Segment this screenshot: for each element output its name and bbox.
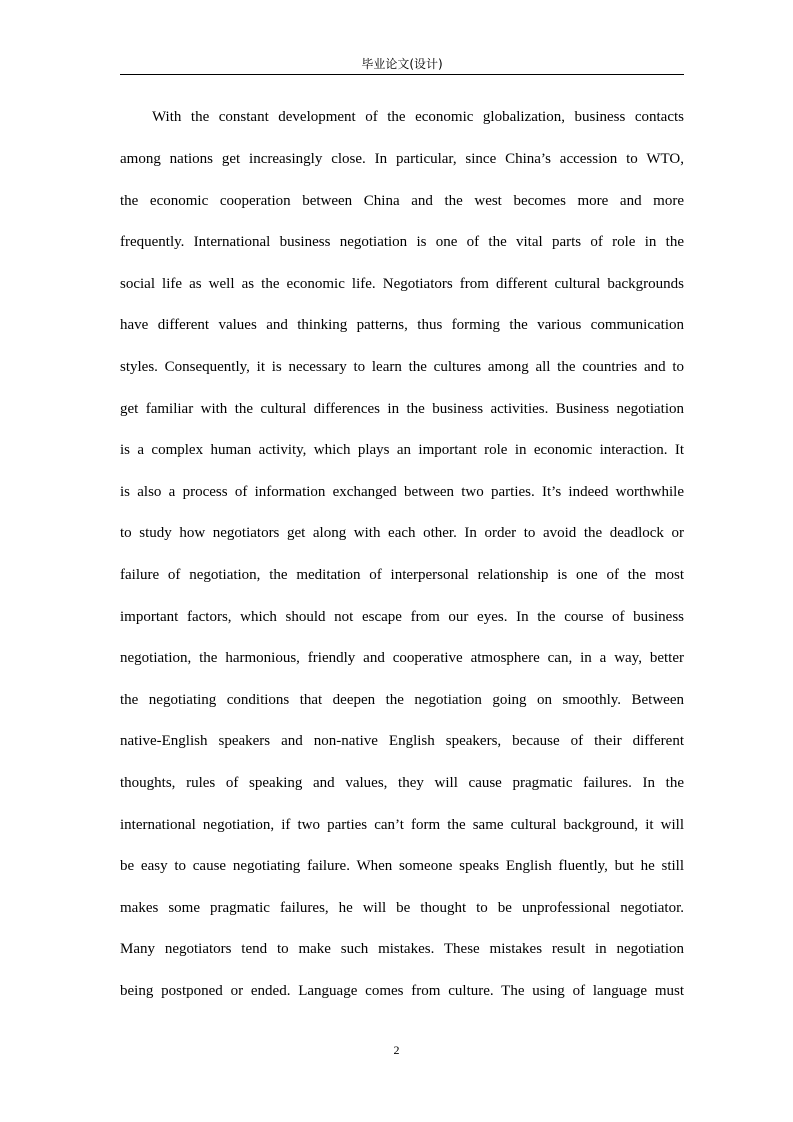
text-line: Many negotiators tend to make such mistakes. These mistakes result in negotiation — [120, 941, 684, 957]
header-rule — [120, 74, 684, 75]
text-line: international negotiation, if two parties can’t form the same cultural background, it will — [120, 817, 684, 833]
text-line: important factors, which should not escape from our eyes. In the course of business — [120, 609, 684, 625]
text-line: native-English speakers and non-native English speakers, because of their different — [120, 733, 684, 749]
text-line: failure of negotiation, the meditation of interpersonal relationship is one of the most — [120, 567, 684, 583]
text-line: With the constant development of the economic globalization, business contacts — [152, 109, 684, 125]
text-line: the negotiating conditions that deepen the negotiation going on smoothly. Between — [120, 692, 684, 708]
text-line: be easy to cause negotiating failure. When someone speaks English fluently, but he still — [120, 858, 684, 874]
text-line: have different values and thinking patterns, thus forming the various communication — [120, 317, 684, 333]
text-line: social life as well as the economic life. Negotiators from different cultural backgrounds — [120, 276, 684, 292]
page-number: 2 — [393, 1043, 400, 1057]
text-line: among nations get increasingly close. In particular, since China’s accession to WTO, — [120, 151, 684, 167]
text-line: styles. Consequently, it is necessary to learn the cultures among all the countries and to — [120, 359, 684, 375]
text-line: get familiar with the cultural differences in the business activities. Business negotiation — [120, 401, 684, 417]
text-line: negotiation, the harmonious, friendly and cooperative atmosphere can, in a way, better — [120, 650, 684, 666]
text-line: frequently. International business negotiation is one of the vital parts of role in the — [120, 234, 684, 250]
text-line: to study how negotiators get along with each other. In order to avoid the deadlock or — [120, 525, 684, 541]
text-line: the economic cooperation between China and the west becomes more and more — [120, 193, 684, 209]
page-header: 毕业论文(设计) — [361, 57, 443, 71]
text-line: is also a process of information exchanged between two parties. It’s indeed worthwhile — [120, 484, 684, 500]
text-line: being postponed or ended. Language comes from culture. The using of language must — [120, 983, 684, 999]
text-line: thoughts, rules of speaking and values, they will cause pragmatic failures. In the — [120, 775, 684, 791]
text-line: makes some pragmatic failures, he will be thought to be unprofessional negotiator. — [120, 900, 684, 916]
text-line: is a complex human activity, which plays an important role in economic interaction. It — [120, 442, 684, 458]
